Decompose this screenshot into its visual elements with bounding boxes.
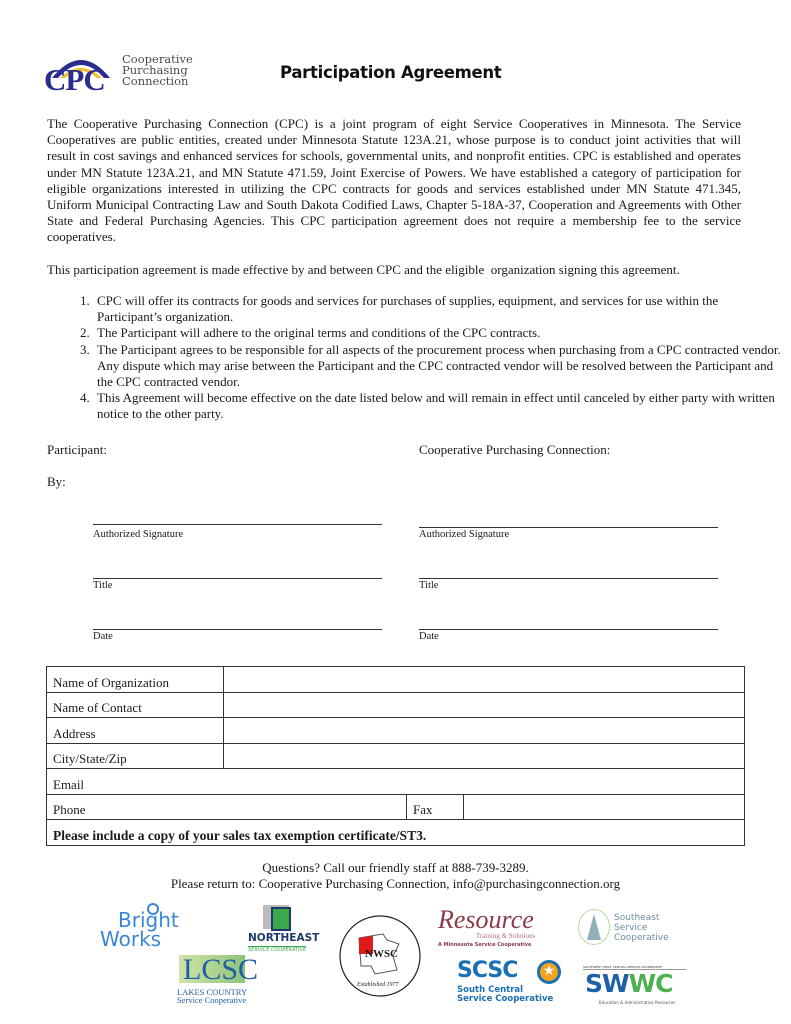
table-row: [47, 769, 745, 795]
swwc-sub: Education & Administrative Resources: [599, 1000, 676, 1005]
brightworks-logo: [100, 903, 195, 958]
participant-signature-caption: Authorized Signature: [93, 529, 184, 540]
lakes-line-2: Service Cooperative: [177, 995, 247, 1005]
table-row: [47, 794, 745, 820]
brightworks-line-2: Works: [100, 927, 162, 951]
star-icon: ★: [537, 960, 561, 984]
fax-field[interactable]: [464, 794, 745, 820]
table-row: [47, 667, 745, 693]
participant-title-caption: Title: [93, 580, 113, 591]
nwsc-logo: [335, 910, 425, 1000]
table-row: [47, 820, 745, 846]
participant-date-caption: Date: [93, 631, 113, 642]
southeast-line-1: Southeast: [614, 913, 660, 923]
brightworks-line-1: Bright: [118, 908, 179, 932]
participant-date-line[interactable]: [93, 629, 382, 630]
southeast-logo: [576, 905, 686, 950]
northeast-text: NORTHEAST: [248, 932, 320, 944]
scsc-text: [457, 986, 553, 1004]
field-label: Name of Organization: [47, 667, 224, 693]
lakes-country-logo: [175, 953, 259, 1010]
southeast-line-3: Cooperative: [614, 933, 669, 943]
logo-line-3: Connection: [122, 74, 189, 88]
map-highlight-icon: [271, 907, 291, 931]
cpc-wordmark: [122, 54, 193, 87]
table-row: [47, 692, 745, 718]
logo-line-2: Purchasing: [122, 63, 188, 77]
resource-sub: Training & Solutions: [476, 932, 536, 940]
term-item: 1. CPC will offer its contracts for goods and services for purchases of supplies, equipment, and services for use within the Participant’s organization.: [93, 293, 781, 325]
northeast-sub: SERVICE COOPERATIVE: [248, 947, 307, 953]
cpc-signer-label: Cooperative Purchasing Connection:: [419, 442, 611, 457]
logo-line-1: Cooperative: [122, 52, 193, 66]
table-row: [47, 743, 745, 769]
cpc-logo: [40, 48, 200, 98]
participant-label: Participant:: [47, 442, 107, 457]
cpc-date-caption: Date: [419, 631, 439, 642]
intro-paragraph: The Cooperative Purchasing Connection (CPC) is a joint program of eight Service Cooperatives in Minnesota. The Service Cooperatives are public entities, created under Minnesota Statute 123A.21, whose purpose is to conduct joint activities that will result in cost savings and enhanced services for schools, governmental units, and nonprofit entities. CPC is established and operates under MN Statute 123A.21, and MN Statute 471.59, Joint Exercise of Powers. We have established a category of participation for eligible organizations interested in utilizing the CPC contracts for goods and services established under MN Statute 471.345, Uniform Municipal Contracting Law and South Dakota Codified Laws, Chapter 5-18A-37, Cooperation and Agreements with Other State and Federal Purchasing Agencies. This CPC participation agreement does not require a membership fee to the service cooperatives.: [47, 116, 741, 245]
swwc-logo: [583, 965, 688, 1010]
scsc-line-1: South Central: [457, 985, 524, 995]
effective-paragraph: This participation agreement is made effective by and between CPC and the eligible organization signing this agreement.: [47, 262, 680, 277]
questions-line: Questions? Call our friendly staff at 888-739-3289.: [262, 860, 529, 875]
table-row: [47, 718, 745, 744]
northeast-logo: [245, 905, 330, 955]
return-to-line: Please return to: Cooperative Purchasing Connection, info@purchasingconnection.org: [170, 876, 621, 891]
swwc-top: SOUTHWEST WEST CENTRAL SERVICE COOPERATIVE: [583, 965, 686, 970]
scsc-logo: [455, 960, 565, 1010]
southeast-line-2: Service: [614, 923, 648, 933]
term-item: 2. The Participant will adhere to the original terms and conditions of the CPC contracts.: [93, 325, 781, 341]
nwsc-mark: NWSC: [365, 948, 399, 960]
cpc-signature-caption: Authorized Signature: [419, 529, 510, 540]
swwc-mark: [585, 969, 673, 998]
lakes-mark: LCSC: [183, 953, 259, 986]
cpc-title-caption: Title: [419, 580, 439, 591]
term-item: 3. The Participant agrees to be responsible for all aspects of the procurement process when purchasing from a CPC contracted vendor. Any dispute which may arise between the Participant and the CPC contracted vendor will be resolved between the Participant and the CPC contracted vendor.: [93, 342, 781, 391]
fax-label: Fax: [407, 794, 464, 820]
terms-list: [47, 293, 781, 423]
cpc-date-line[interactable]: [419, 629, 718, 630]
southeast-text: [614, 913, 669, 943]
lakes-text: [177, 988, 247, 1004]
field-label: Address: [47, 718, 224, 744]
resource-text: Resource: [438, 905, 534, 934]
organization-info-table: [46, 666, 745, 846]
resource-logo: [438, 905, 548, 955]
by-label: By:: [47, 474, 66, 489]
lakes-line-1: LAKES COUNTRY: [177, 987, 248, 997]
nwsc-established: Established 1977: [357, 982, 399, 988]
contact-name-field[interactable]: [224, 692, 745, 718]
cpc-signature-line[interactable]: [419, 527, 718, 528]
tree-icon: [578, 909, 610, 945]
cpc-title-line[interactable]: [419, 578, 718, 579]
field-label: Name of Contact: [47, 692, 224, 718]
tax-exemption-note: Please include a copy of your sales tax exemption certificate/ST3.: [47, 820, 745, 846]
city-state-zip-field[interactable]: [224, 743, 745, 769]
cpc-letters: CPC: [44, 62, 105, 97]
address-field[interactable]: [224, 718, 745, 744]
brightworks-text: [100, 908, 179, 951]
participant-signature-line[interactable]: [93, 524, 382, 525]
field-label: City/State/Zip: [47, 743, 224, 769]
phone-field[interactable]: Phone: [47, 794, 407, 820]
term-item: 4. This Agreement will become effective on the date listed below and will remain in effect until canceled by either party with written notice to the other party.: [93, 390, 781, 422]
participant-title-line[interactable]: [93, 578, 382, 579]
scsc-mark: SCSC: [457, 958, 518, 983]
scsc-line-2: Service Cooperative: [457, 994, 554, 1004]
organization-name-field[interactable]: [224, 667, 745, 693]
resource-tag: A Minnesota Service Cooperative: [438, 942, 532, 948]
swwc-mark-text: SWWC: [585, 969, 673, 998]
email-field[interactable]: Email: [47, 769, 745, 795]
page-title: Participation Agreement: [280, 63, 502, 82]
